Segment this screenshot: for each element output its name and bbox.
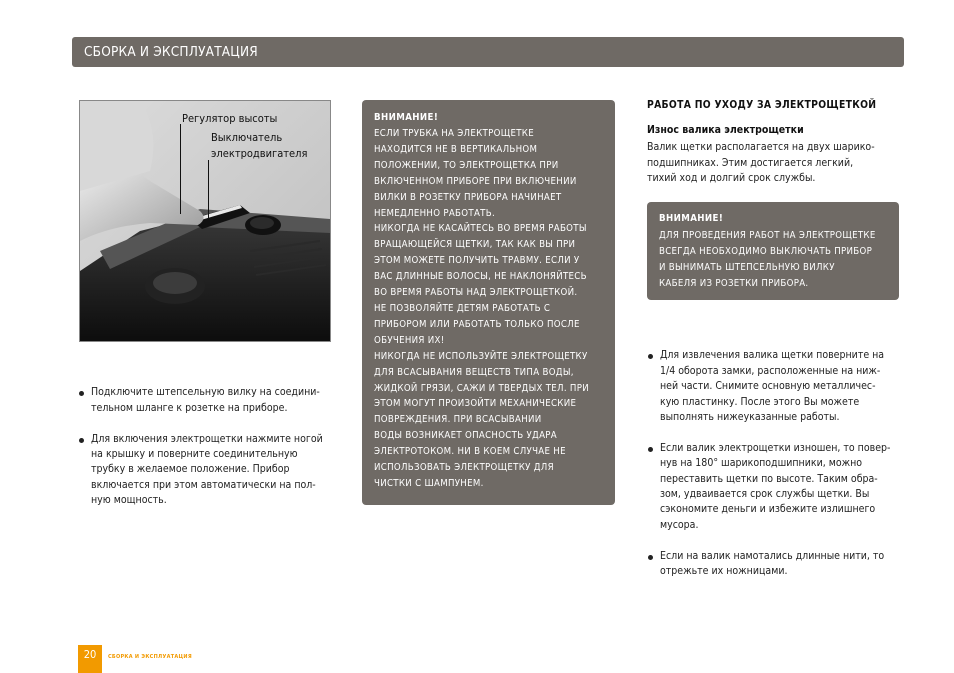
list-item: Для извлечения валика щетки поверните на 1/4 оборота замки, расположенные на ниж- ней части. Снимите основную металличес- кую пластинку. После этого Вы можете выполнять нижеуказанные работы. bbox=[647, 348, 905, 425]
warning-text: ДЛЯ ПРОВЕДЕНИЯ РАБОТ НА ЭЛЕКТРОЩЕТКЕ ВСЕГДА НЕОБХОДИМО ВЫКЛЮЧАТЬ ПРИБОР И ВЫНИМАТЬ ШТЕПСЕЛЬНУЮ ВИЛКУ КАБЕЛЯ ИЗ РОЗЕТКИ ПРИБОРА. bbox=[659, 230, 876, 289]
label-height-regulator: Регулятор высоты bbox=[182, 112, 278, 125]
label-motor-switch-line1: Выключатель bbox=[211, 131, 283, 144]
list-item: Подключите штепсельную вилку на соедини- тельном шланге к розетке на приборе. bbox=[78, 385, 343, 416]
warning-title: ВНИМАНИЕ! bbox=[374, 112, 439, 123]
section-header-bar bbox=[72, 37, 904, 67]
brush-wear-paragraph: Валик щетки располагается на двух шарико- подшипниках. Этим достигается легкий, тихий ход и долгий срок службы. bbox=[647, 141, 875, 185]
warning-box-center bbox=[362, 100, 615, 505]
photo-illustration bbox=[80, 101, 330, 341]
warning-title: ВНИМАНИЕ! bbox=[659, 213, 724, 224]
callout-line-switch bbox=[208, 160, 209, 220]
callout-line-height bbox=[180, 124, 181, 214]
page-number: 20 bbox=[78, 645, 102, 673]
label-motor-switch-line2: электродвигателя bbox=[211, 147, 308, 160]
brush-wear-subheading: Износ валика электрощетки bbox=[647, 124, 804, 136]
list-item: Если на валик намотались длинные нити, то отрежьте их ножницами. bbox=[647, 549, 905, 580]
list-item: Для включения электрощетки нажмите ногой на крышку и поверните соединительную трубку в желаемое положение. Прибор включается при этом автоматически на пол- ную мощность. bbox=[78, 432, 343, 509]
warning-text: ЕСЛИ ТРУБКА НА ЭЛЕКТРОЩЕТКЕ НАХОДИТСЯ НЕ В ВЕРТИКАЛЬНОМ ПОЛОЖЕНИИ, ТО ЭЛЕКТРОЩЕТКА ПРИ ВКЛЮЧЕННОМ ПРИБОРЕ ПРИ ВКЛЮЧЕНИИ ВИЛКИ В РОЗЕТКУ ПРИБОРА НАЧИНАЕТ НЕМЕДЛЕННО РАБОТАТЬ. НИКОГДА НЕ КАСАЙТЕСЬ ВО ВРЕМЯ РАБОТЫ ВРАЩАЮЩЕЙСЯ ЩЕТКИ, ТАК КАК ВЫ ПРИ ЭТОМ МОЖЕТЕ ПОЛУЧИТЬ ТРАВМУ. ЕСЛИ У ВАС ДЛИННЫЕ ВОЛОСЫ, НЕ НАКЛОНЯЙТЕСЬ ВО ВРЕМЯ РАБОТЫ НАД ЭЛЕКТРОЩЕТКОЙ. НЕ ПОЗВОЛЯЙТЕ ДЕТЯМ РАБОТАТЬ С ПРИБОРОМ ИЛИ РАБОТАТЬ ТОЛЬКО ПОСЛЕ ОБУЧЕНИЯ ИХ! НИКОГДА НЕ ИСПОЛЬЗУЙТЕ ЭЛЕКТРОЩЕТКУ ДЛЯ ВСАСЫВАНИЯ ВЕЩЕСТВ ТИПА ВОДЫ, ЖИДКОЙ ГРЯЗИ, САЖИ И ТВЕРДЫХ ТЕЛ. ПРИ ЭТОМ МОГУТ ПРОИЗОЙТИ МЕХАНИЧЕСКИЕ ПОВРЕЖДЕНИЯ. ПРИ ВСАСЫВАНИИ ВОДЫ ВОЗНИКАЕТ ОПАСНОСТЬ УДАРА ЭЛЕКТРОТОКОМ. НИ В КОЕМ СЛУЧАЕ НЕ ИСПОЛЬЗОВАТЬ ЭЛЕКТРОЩЕТКУ ДЛЯ ЧИСТКИ С ШАМПУНЕМ. bbox=[374, 128, 589, 489]
left-instructions-list bbox=[78, 370, 343, 524]
right-instructions-list bbox=[647, 333, 905, 595]
maintenance-heading: РАБОТА ПО УХОДУ ЗА ЭЛЕКТРОЩЕТКОЙ bbox=[647, 99, 877, 111]
warning-box-right bbox=[647, 202, 899, 300]
footer-section-name: СБОРКА И ЭКСПЛУАТАЦИЯ bbox=[108, 654, 192, 660]
product-photo bbox=[79, 100, 331, 342]
list-item: Если валик электрощетки изношен, то повер- нув на 180° шарикоподшипники, можно переставить щетки по высоте. Таким обра- зом, удваивается срок службы щетки. Вы сэкономите деньги и избежите излишнего мусора. bbox=[647, 441, 905, 533]
section-title: СБОРКА И ЭКСПЛУАТАЦИЯ bbox=[84, 44, 258, 60]
